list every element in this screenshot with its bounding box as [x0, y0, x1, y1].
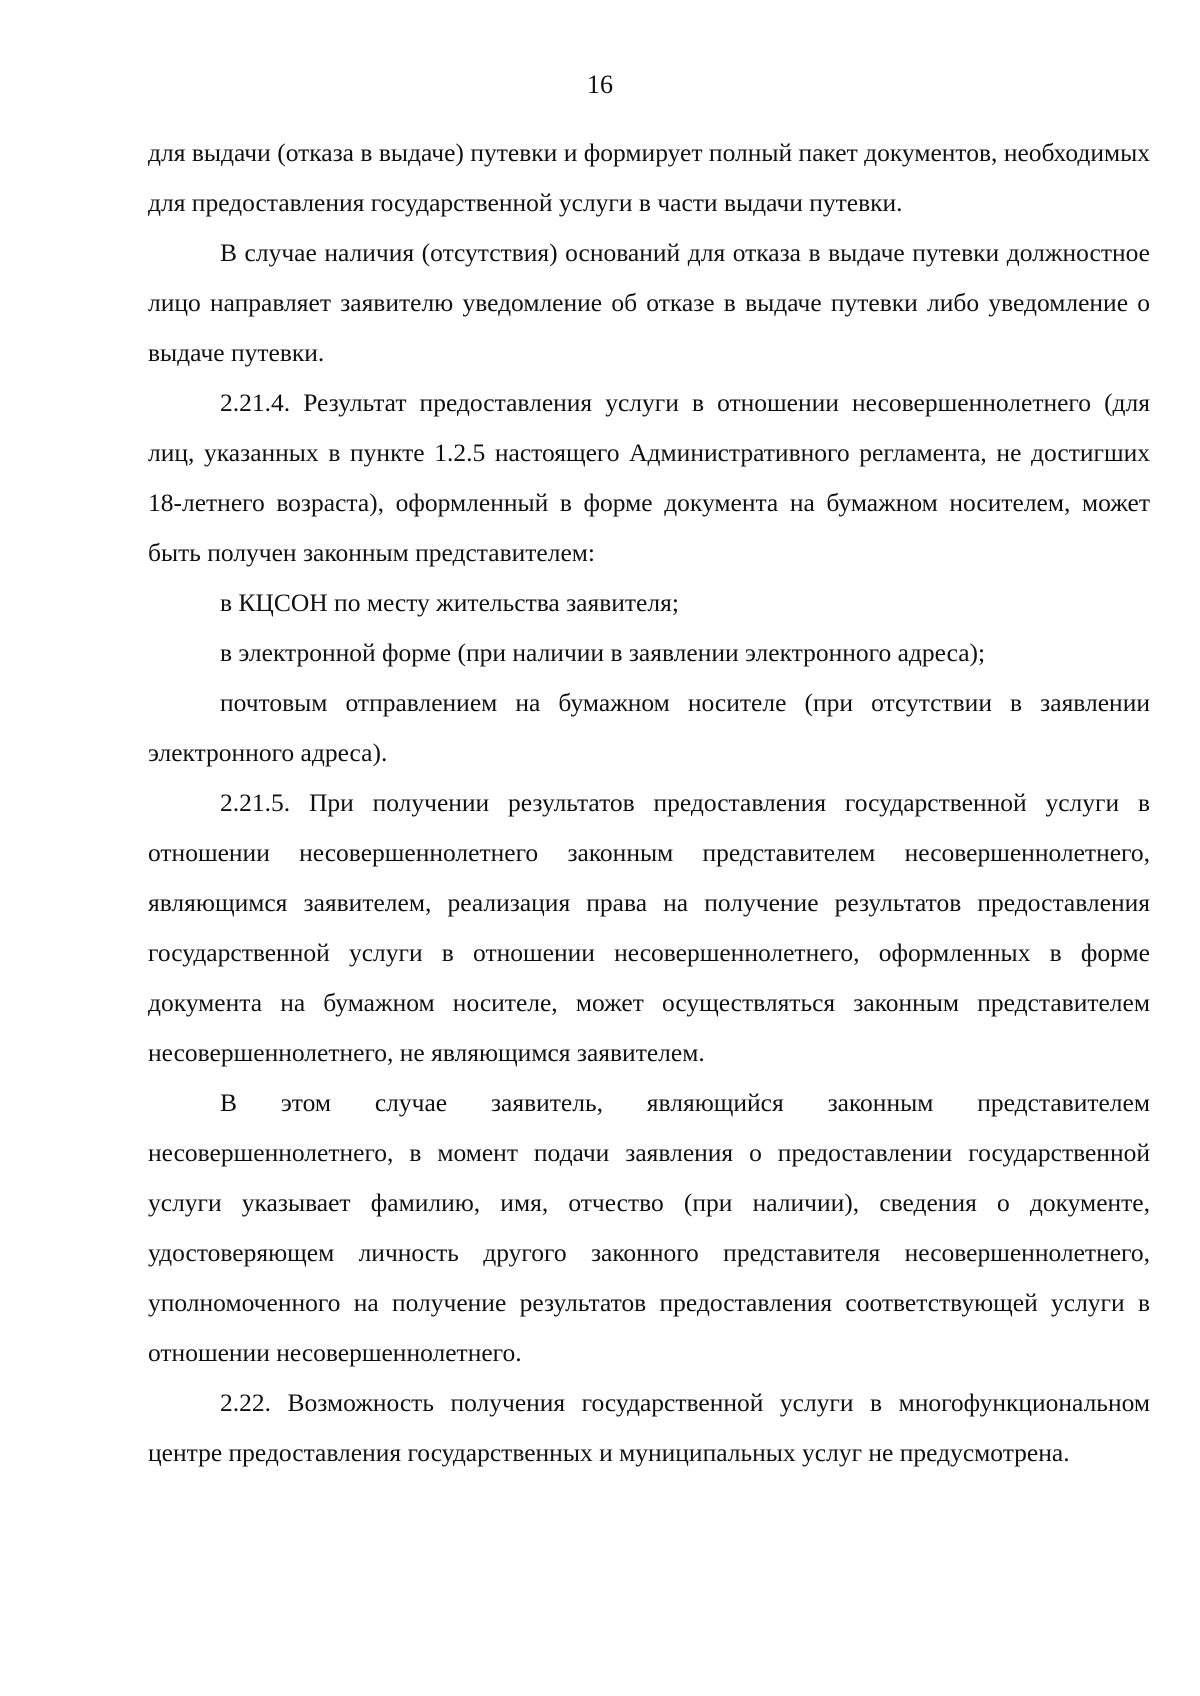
page-number: 16 — [587, 70, 613, 99]
list-item-electronic: в электронной форме (при наличии в заявлении электронного адреса); — [220, 638, 986, 667]
paragraph-refusal-notice: В случае наличия (отсутствия) оснований для отказа в выдаче путевки должностное лицо направляет заявителю уведомление об отказе в выдаче путевки либо уведомление о выдаче путевки. — [148, 238, 1150, 367]
paragraph-applicant-case: В этом случае заявитель, являющийся законным представителем несовершеннолетнего, в момент подачи заявления о предоставлении государственной услуги указывает фамилию, имя, отчество (при наличии), сведения о документе, удостоверяющем личность другого законного представителя несовершеннолетнего, уполномоченного на получение результатов предоставления соответствующей услуги в отношении несовершеннолетнего. — [148, 1088, 1150, 1367]
paragraph-2-21-5: 2.21.5. При получении результатов предоставления государственной услуги в отношении несовершеннолетнего законным представителем несовершеннолетнего, являющимся заявителем, реализация права на получение результатов предоставления государственной услуги в отношении несовершеннолетнего, оформленных в форме документа на бумажном носителе, может осуществляться законным представителем несовершеннолетнего, не являющимся заявителем. — [148, 788, 1150, 1067]
list-item-postal: почтовым отправлением на бумажном носителе (при отсутствии в заявлении электронного адреса). — [148, 688, 1150, 767]
paragraph-2-22: 2.22. Возможность получения государственной услуги в многофункциональном центре предоставления государственных и муниципальных услуг не предусмотрена. — [148, 1388, 1150, 1467]
list-item-kcson: в КЦСОН по месту жительства заявителя; — [220, 588, 679, 617]
paragraph-continuation: для выдачи (отказа в выдаче) путевки и формирует полный пакет документов, необходимых для предоставления государственной услуги в части выдачи путевки. — [148, 138, 1150, 217]
paragraph-2-21-4: 2.21.4. Результат предоставления услуги в отношении несовершеннолетнего (для лиц, указанных в пункте 1.2.5 настоящего Административного регламента, не достигших 18-летнего возраста), оформленный в форме документа на бумажном носителем, может быть получен законным представителем: — [148, 388, 1150, 567]
document-body — [148, 128, 1150, 1478]
